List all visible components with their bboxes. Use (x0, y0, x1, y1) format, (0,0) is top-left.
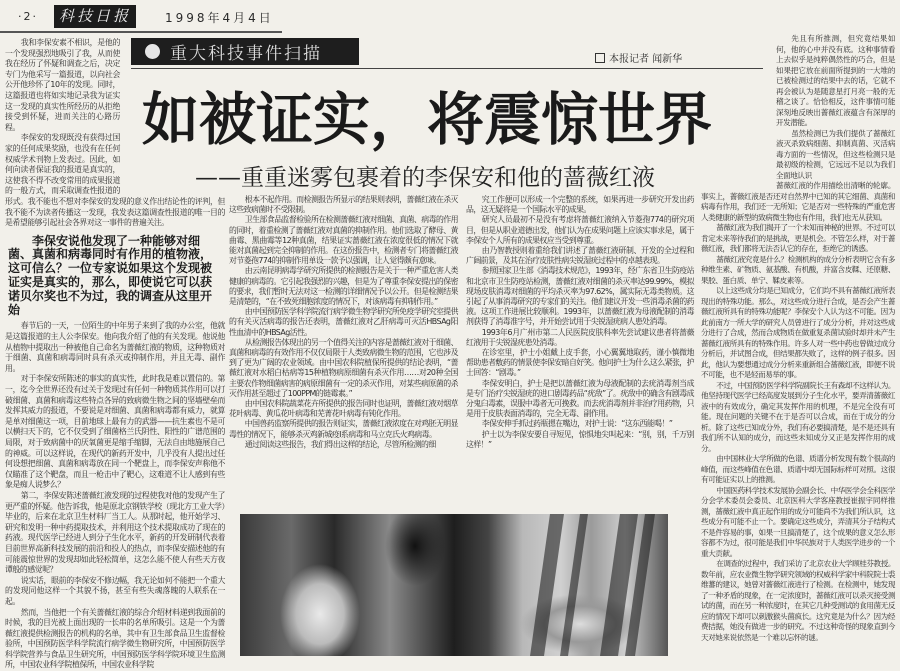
paragraph: 通过阅读这些报告，我们得出这样的结论，尽管所检测的细 (229, 440, 458, 450)
page-number: ·2· (18, 10, 38, 23)
paragraph: 蔷薇红液的作用描绘出清晰的轮廓。事实上，蔷薇红液是否还对自然界中已知的其它细菌、真菌和病毒有作用，我们还一无所知；它是否对一些特殊的严重危害人类健康的新型的致病微生物也有作用，我们也无从获知。 (701, 181, 895, 223)
layout-spacer (701, 34, 776, 184)
section-heading: 李保安说他发现了一种能够对细菌、真菌和病毒同时有作用的植物液，这可信么？一位专家说如果这个发现被证实是真实的，那么，即使说它可以获诺贝尔奖也不为过，我的调查从这里开始 (8, 235, 223, 318)
paragraph: 护士以为李保安要自寻短见，惊惧地尖叫起来：“别，别，千万别这样！” (466, 430, 694, 450)
column-1-body (5, 321, 225, 671)
intro-continued: 调查性报道的形式。我不能也不想对李保安的发现的意义作出结论性的评判，但我不能不为读者传播这一发现，我发表这篇调查性报道的唯一目的是希望能够引起社会各界对这一事件的普遍关注。 (5, 186, 225, 227)
column-2 (229, 195, 458, 450)
intro-text: 李保安的发现既没有获得过国家的任何成果奖励，也没有在任何权威学术刊物上发表过。因此，如何向读者保证我的报道是真实的，这使我不得不改变常用的成果报道的一般方式，而采取 (5, 133, 120, 195)
column-4-body (701, 181, 895, 643)
paragraph: 由云南昆明病毒学研究所提供的检测报告是关于一种严重危害人类健康的病毒的。它引起我强烈的兴趣，但是为了尊重李保安提出的保密的要求，我们暂时无法对这一检测的详细情况予以公开。但是检测结果是清楚的，“在不致死细胞浓度的情况下，对该病毒有抑制作用。” (229, 266, 458, 307)
paragraph: 研究人员最初不是没有考虑将蔷薇红液纳入节菱孢774的研究项目，但是从职业道德出发，他们认为在成果问题上应该实事求是，属于李保安个人所有的成果权应当受到尊重。 (466, 215, 694, 246)
paragraph: 然而，当他把一个有关蔷薇红液的综合介绍材料递到我面前的时候，我的目光被上面出现的一长串的名单所吸引。这是一个为蔷薇红液提供检测报告的机构的名单，其中有卫生部食品卫生监督检验所，中国预防医学科学院流行病学微生物研究所，中国预防医学科学院营养与食品卫生研究所，中国预防医学科学院环境卫生监测所，中国农业科学院植保所，中国农业科学院 (5, 608, 225, 671)
newspaper-masthead: 科技日报 (54, 5, 136, 28)
byline (595, 50, 682, 65)
paragraph: 第二，李保安陈述蔷薇红液发现的过程使我对他的发现产生了更严重的怀疑。他告诉我，他是原北京钢铁学校（现北方工业大学）毕业的，后来在北京卫生材料厂当工人。从那时起，他开始学习、研究和发明一种中药提取技术，并利用这个技术提取成功了现在的药液。现代医学已经进人到分子生化水平，新药的开发研制代表着目前世界高新科技发展的前沿和投人的热点，而李保安描述他的有可能震惊世界的发现却如此轻松简单，这怎么能不使人有些天方夜谭般的感觉呢？ (5, 491, 225, 576)
paragraph: 在诊室里，护士小姐戴上皮手套，小心翼翼地取药，谨小慎微地帮助患者敷药的情景使李保安暗自好笑。他问护士为什么这么紧张，护士回答：“剧毒。” (466, 348, 694, 379)
paragraph: 由中国预防医学科学院流行病学微生物学研究所免疫学研究室提供的有关灭活病毒的报告还表明，蔷薇红液对乙肝病毒可灭活HBSAg阳性血清中的HBSAg活性。 (229, 307, 458, 338)
column-1 (5, 38, 225, 671)
paragraph: 说实话，眼前的李保安不修边幅，我无论如何不能把一个重大的发现同他这样一个其貌不扬，甚至有些失魂落魄的人联系在一起。 (5, 576, 225, 608)
photo-shadow (530, 514, 564, 656)
paragraph: 在调查的过程中，我们采访了北京农业大学顾桂芬教授。数年前，应农业微生物学研究领域的权威科学家中科院院士裘维蕃的建议，她曾对蔷薇红液进行了检测。在检测中，她发现了一种矛盾的现象，在一定浓度时，蔷薇红液可以杀灭接受测试的菌，而在另一种浓度时，在其它几种受测试的食用菌无反应的情况下却可以刺激猴头菌疯长。这究竟是为什么？因为经费拮据，她没有做进一步的研究。不过这种奇怪的现象直到今天对她来说依然是一个难以忘怀的谜。 (701, 559, 895, 643)
square-bullet-icon (595, 53, 605, 63)
paragraph: 中国医药科学技术发展协会副会长、中华医学会全科医学分会学术委员会委员、北京医科大学客座教授崔振宇同样推测，蔷薇红液中真正起作用的成分可能尚不为我们所认识，这些成分有可能不止一个。要确定这些成分，弄清其分子结构式不是件容易的事，如果一旦搞清楚了，这个成果的意义怎么形容都不为过，很可能是我们中华民族对于人类医学进步的一个重大贡献。 (701, 486, 895, 560)
paragraph: 不过，中国预防医学科学院副院长王有森却不这样认为。他坚持现代医学已经高度发展到分子生化水平，要弄清蔷薇红液中的有效成分，确定其发挥作用的机理，不是完全没有可能。现在问题的关键不在于是否可以合成，而在于成分的分析。除了这些已知成分外，我们有必要搞清楚，是不是还具有我们所不认知的成分，而这些未知成分又正是发挥作用的成分。 (701, 381, 895, 455)
paragraph: 由中国林业大学所做的色谱、质谱分析发现有数个很高的峰值，而这些峰值在色谱、质谱中却无国际标样可对照。这很有可能证实以上的推测。 (701, 454, 895, 486)
paragraph: 春节后的一天，一位陌生的中年男子来到了我的办公室，他就是这篇报道的主人公李保安。他向我介绍了他的有关发现。他说他从植物中提取出一种被他自己命名为蔷薇红液的物质，这种物质对于细菌、真菌和病毒同时具有杀灭或抑制作用，并且无毒、副作用。 (5, 321, 225, 374)
paragraph: 由乃智教授则着重给我们讲述了蔷薇红液研制、开发的全过程和广阔前景，及其在治疗皮肤性病尖锐湿疣过程中的卓越表现。 (466, 246, 694, 266)
paragraph: 究工作便可以形成一个完整的系统，如果再进一步研究开发出药品，这无疑将是一个国际水平的成果。 (466, 195, 694, 215)
headline: 如被证实，将震惊世界 (142, 76, 712, 164)
paragraph: 中国兽药监察所提供的报告则证实，蔷薇红液浓度在对鸡胚无明显毒性的情况下，能够杀灭鸡新城疫Ⅰ系病毒和马立克氏火鸡病毒。 (229, 419, 458, 439)
paragraph: 李保安明白，护士是把以蔷薇红液为母液配制的去疣消毒剂当成是专门治疗尖锐湿疣的进口剧毒药品“疣敌”了。疣敌中的确含有剧毒成分鬼臼毒素，误服中毒者无可挽救。而去疣消毒剂并非治疗用药物，只是用于皮肤表面消毒的，完全无毒、副作用。 (466, 379, 694, 420)
layout-spacer (120, 38, 225, 195)
publication-date: 1998年4月4日 (165, 9, 274, 26)
paragraph: 蔷薇红液为我们揭开了一个未知而神秘的世界。不过可以肯定未来等待我们的是挑战，更是机会。不管怎么样，对于蔷薇红液，我们都将无法否认它的存在，拒绝它的诱惑。 (701, 223, 895, 255)
photo-shadow (560, 514, 588, 656)
paragraph: 蔷薇红液究竟是什么？检测机构的成分分析表明它含有多种维生素、矿物质、氨基酸、有机酸，并富含皮鞣、还原糖、果胶、蛋白质、单宁、鞣皮素等。 (701, 255, 895, 287)
paragraph: 我和李保安素不相识，是他的一个发现强烈地吸引了我，从而使我在经历了怀疑和调查之后，决定专门为他采写一篇报道，以向社会公开他珍怀了10年的发现。同时，这篇报道也将如实地记录我为证实这一发现的真实性所经历的从拒绝接受到怀疑，进而关注的心路历程。 (5, 38, 225, 133)
paragraph: 1993年6月广州市第二人民医院皮肤科率先尝试建议患者将蔷薇红液用于尖锐湿疣患处消毒。 (466, 328, 694, 348)
header-divider (0, 31, 282, 33)
paragraph: 卫生部食品监督检验所在检测蔷薇红液对细菌、真菌、病毒的作用的同时，着重检测了蔷薇红液对真菌的抑制作用。他们选取了酵母、黄曲霉、黑曲霉等12种真菌，结果证实蔷薇红液在浓度很低的情况下就能对真菌起到完全抑制的作用。在这份报告中，检测者专门将蔷薇红液对节菱孢774的抑制作用单设一款予以强调，让人觉得颇有意味。 (229, 215, 458, 266)
paragraph: 以上这些成分均是已知成分，它们均不具有蔷薇红液所表现出的特殊功能。那么，对这些成分进行合成，是否会产生蔷薇红液所具有的特殊功能呢？李保安个人认为这不可能。因为此前南方一所大学的研究人员曾进行了成分分析，并对这些成分进行了合成，然而合成物质在做重复杀菌试验时却并未产生蔷薇红液所具有的特殊作用。许多人对一些中药也曾做过成分分析后，并试图合成，但结果都失败了，这样的例子很多。因此，他认为要想通过成分分析来重新组合蔷薇红液，即便不说不可能，也不是轻而易举的事。 (701, 286, 895, 381)
paragraph: 从检测报告体现出的另一个值得关注的内容是蔷薇红液对于细菌、真菌和病毒的有效作用不仅仅局限于人类致病微生物的范围，它也涉及到了更为广阔的农业领域。由中国农科院植保所提供的结论表明，“蔷薇红液对水稻白枯病等15种植物病原细菌有杀灭作用……对20种全国主要农作物细菌病害的病原细菌有一定的杀灭作用，对某些病原菌的杀灭作用甚至超过了100PPM的链霉素。” (229, 338, 458, 399)
paragraph: 李保安伸手抓过药瓶摁在嘴边，对护士说：“这东西能喝！” (466, 419, 694, 429)
byline-text: 本报记者 闻新华 (609, 54, 682, 65)
news-photo (240, 514, 668, 656)
subtitle: ——重重迷雾包裹着的李保安和他的蔷薇红液 (195, 164, 655, 192)
column-4 (701, 34, 895, 643)
paragraph: 先且有所推测，但究竟结果如何，他的心中并没有底。这种事情看上去似乎是纯粹偶然性的巧合，但是如果把它放在前面所提到的一大堆的已被检测过的结果中去的话，它就不再会被认为是随意星打月亮一般的无稽之谈了。恰恰相反，这件事情可能深刻地反映出蔷薇红液蕴含有深厚的开发潜能。 (701, 34, 895, 129)
paragraph: 虽然检测已为我们提供了蔷薇红液灭杀致病细菌、抑制真菌、灭活病毒方面的一些情况，但这些检测只是最初级的检测，它远远不足以为我们全面地认识 (701, 129, 895, 182)
column-3 (466, 195, 694, 450)
paragraph: 对于李保安所陈述的事实的真实性，此时我是难以置信的。第一，迄今全世界还没有过关于发现过有任何一种物质其作用可以打破细菌、真菌和病毒这些特点各异的致病微生物之间的坚墙壁垒而发挥其威力的报道，不要说是对细菌、真菌和病毒都有威力，就算是单对细菌这一项，目前地球上最有力的武器——抗生素也不是可以横扫天下的，它不仅受到了细菌格兰氏阴性、阳性的广谱范围的局限，对于致病菌中的厌氧菌更是缩手缩脚，无法自由地施展自己的神威。可以这样说，在现代的新药开发中，几乎没有人提出过任何设想把细菌、真菌和病毒放在同一个靶盘上，而李保安声称他不仅瞄准了这个靶盘，而且一枪击中了靶心，这难道不让人感到有些象是痴人说梦么？ (5, 374, 225, 491)
section-banner-label: 重大科技事件扫描 (170, 39, 322, 64)
paragraph: 根本不起作用。而检测报告所显示的结果则表明，蔷薇红液在杀灭这些致病菌时不受限制。 (229, 195, 458, 215)
paragraph: 由中国农科院蔬菜花卉所提供的报告同时也证明，蔷薇红液对烟草花叶病毒、黄瓜花叶病毒和芜菁花叶病毒有钝化作用。 (229, 399, 458, 419)
banner-divider (131, 68, 763, 69)
paragraph: 参照国家卫生部《消毒技术规范》，1993年，经广东省卫生防疫站和北京市卫生防疫站检测，蔷薇红液对细菌的杀灭率达99.99%，模拟现场皮肤消毒对细菌的平均杀灭率为97.62%，属实际无毒类物质。这引起了从事消毒研究的专家们的关注。他们建议开发一些消毒杀菌的药液。这项工作进展比较顺利。1993年，以蔷薇红液为母液配制的消毒剂获得了消毒准字号，并开始尝试用于尖锐湿疣病人患处消毒。 (466, 266, 694, 327)
